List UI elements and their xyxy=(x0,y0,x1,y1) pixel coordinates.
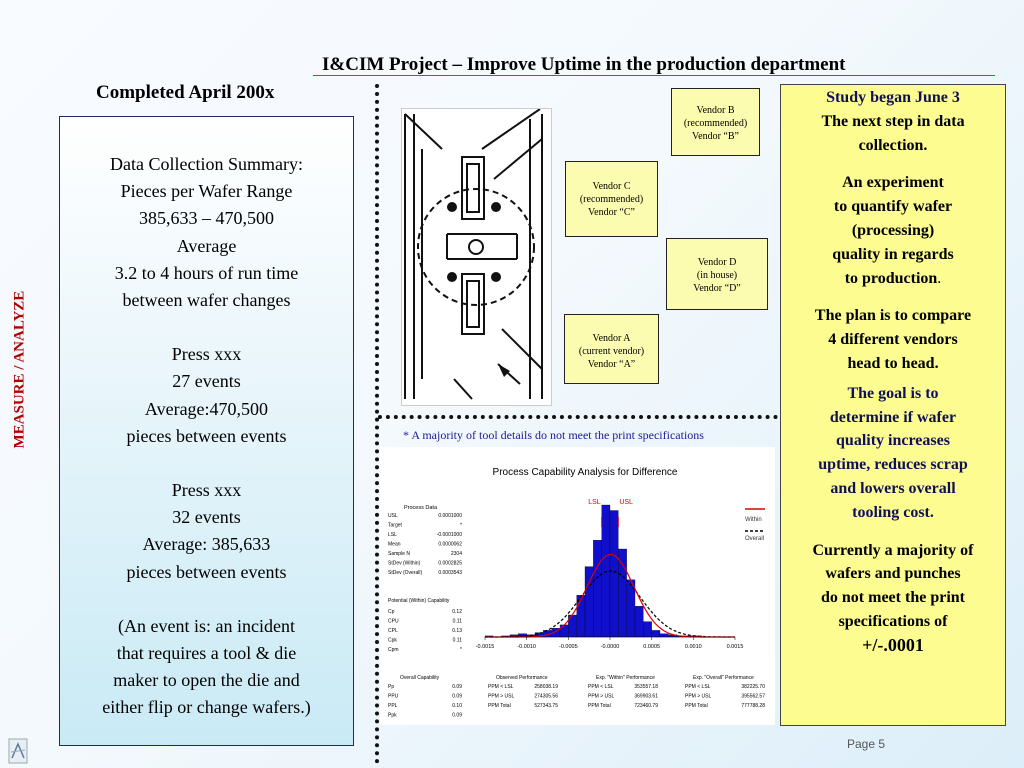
summary-line: that requires a tool & die xyxy=(116,643,297,664)
study-line: uptime, reduces scrap xyxy=(818,456,968,474)
vendor-status: (in house) xyxy=(696,270,738,281)
performance-label: PPM > USL xyxy=(685,693,712,700)
performance-label: PPM > USL xyxy=(488,693,515,700)
process-data-value: 0.0003543 xyxy=(438,570,462,576)
potential-value: 0.11 xyxy=(452,618,462,625)
process-data-label: Target xyxy=(388,522,402,529)
potential-label: Cp xyxy=(388,609,395,615)
tick-label: 0.0005 xyxy=(643,644,661,650)
study-line: The plan is to compare xyxy=(814,307,972,325)
die-drawing xyxy=(401,108,552,406)
performance-label: PPM Total xyxy=(588,703,611,709)
study-line: wafers and punches xyxy=(825,565,961,583)
performance-value: 382225.70 xyxy=(741,684,765,690)
vendor-a-callout xyxy=(564,314,659,384)
vertical-dotted-divider xyxy=(375,84,379,764)
vendor-status: (recommended) xyxy=(579,194,644,205)
process-data-value: 0.0001000 xyxy=(438,513,462,519)
summary-line: Average: 385,633 xyxy=(142,534,271,555)
potential-capability-table xyxy=(388,598,462,653)
performance-value: 369903.61 xyxy=(634,693,658,700)
study-line: tooling cost. xyxy=(852,503,934,521)
performance-label: PPM < LSL xyxy=(588,684,614,690)
study-line: head to head. xyxy=(847,354,939,372)
lsl-label: LSL xyxy=(588,499,601,506)
legend-overall-label: Overall xyxy=(745,536,765,542)
footnote: * A majority of tool details do not meet the print specifications xyxy=(403,428,704,442)
study-line: Currently a majority of xyxy=(812,541,974,559)
study-notes-box xyxy=(780,84,1006,726)
performance-header: Exp. "Within" Performance xyxy=(596,675,655,681)
process-data-value: 0.0002825 xyxy=(438,560,462,567)
study-line: and lowers overall xyxy=(830,479,956,497)
study-line: to quantify wafer xyxy=(833,198,953,216)
legend-within-label: Within xyxy=(745,517,762,523)
summary-line: either flip or change wafers.) xyxy=(102,697,311,718)
slide-title: I&CIM Project – Improve Uptime in the production department xyxy=(322,54,846,75)
process-data-value: 0.0000062 xyxy=(438,541,462,548)
study-line: The goal is to xyxy=(847,384,939,402)
tick-label: -0.0015 xyxy=(475,644,495,650)
potential-label: CPU xyxy=(388,618,399,625)
page-number: Page 5 xyxy=(847,737,886,751)
study-line: An experiment xyxy=(842,174,944,192)
potential-value: 0.13 xyxy=(452,628,462,634)
histogram-bar xyxy=(643,622,651,637)
process-data-label: Sample N xyxy=(388,551,410,557)
summary-line: 3.2 to 4 hours of run time xyxy=(114,262,299,283)
overall-header: Overall Capability xyxy=(400,675,440,681)
potential-value: 0.12 xyxy=(452,609,462,615)
potential-label: Cpm xyxy=(388,647,399,653)
potential-value: * xyxy=(460,647,462,653)
histogram xyxy=(485,505,735,637)
study-line: The next step in data xyxy=(821,112,965,130)
study-line: collection. xyxy=(858,136,928,154)
logo-icon xyxy=(8,738,28,764)
summary-line: maker to open the die and xyxy=(113,670,300,691)
study-line: determine if wafer xyxy=(829,408,957,426)
overall-label: PPU xyxy=(388,693,399,700)
study-line: quality in regards xyxy=(832,245,954,263)
vendor-name: Vendor B xyxy=(696,105,735,116)
title-underline xyxy=(313,75,995,76)
vendor-name: Vendor A xyxy=(592,333,631,344)
histogram-bar xyxy=(560,625,568,637)
vendor-name: Vendor C xyxy=(592,181,631,192)
summary-line: 27 events xyxy=(172,371,241,392)
capability-chart xyxy=(380,447,775,725)
process-data-label: Mean xyxy=(388,541,401,548)
process-data-label: LSL xyxy=(388,532,397,538)
performance-value: 258038.19 xyxy=(534,684,558,690)
process-data-header: Process Data xyxy=(404,505,438,511)
data-collection-summary-box xyxy=(59,116,354,746)
potential-label: Cpk xyxy=(388,637,397,644)
performance-label: PPM Total xyxy=(488,703,511,709)
vendor-alias: Vendor “D” xyxy=(693,283,741,294)
tick-label: 0.0010 xyxy=(684,644,702,650)
summary-line: Average xyxy=(176,235,237,256)
tick-label: -0.0010 xyxy=(517,644,536,650)
tick-label: -0.0005 xyxy=(559,644,578,650)
performance-value: 723460.79 xyxy=(634,703,658,709)
potential-label: CPL xyxy=(388,628,398,634)
histogram-bar xyxy=(660,634,668,637)
tolerance-value: +/-.0001 xyxy=(862,634,924,655)
summary-line: 32 events xyxy=(172,507,241,528)
overall-label: Pp xyxy=(388,684,395,690)
study-period: . xyxy=(937,269,942,287)
overall-value: 0.09 xyxy=(452,693,462,700)
performance-value: 527343.75 xyxy=(534,703,558,709)
summary-line: Press xxx xyxy=(171,344,242,365)
overall-value: 0.09 xyxy=(452,712,462,719)
x-axis xyxy=(476,637,744,650)
histogram-bar xyxy=(618,549,626,637)
summary-line: between wafer changes xyxy=(122,290,291,311)
performance-value: 274305.56 xyxy=(534,693,558,700)
overall-label: Ppk xyxy=(388,712,397,719)
vendor-alias: Vendor “C” xyxy=(588,207,635,218)
chart-legend xyxy=(745,509,765,542)
study-line: (processing) xyxy=(851,221,935,239)
summary-line: 385,633 – 470,500 xyxy=(139,208,274,229)
performance-label: PPM < LSL xyxy=(685,684,711,690)
vendor-alias: Vendor “B” xyxy=(692,131,739,142)
process-data-label: StDev (Overall) xyxy=(388,570,423,576)
process-data-value: -0.0001000 xyxy=(436,532,462,538)
study-line: 4 different vendors xyxy=(828,331,958,349)
overall-capability-table xyxy=(388,675,462,719)
chart-title: Process Capability Analysis for Difference xyxy=(492,467,678,478)
study-line: specifications of xyxy=(838,612,948,630)
performance-tables xyxy=(488,675,765,709)
performance-label: PPM > USL xyxy=(588,693,615,700)
vendor-b-callout xyxy=(671,88,760,156)
histogram-bar xyxy=(652,630,660,637)
summary-line: Pieces per Wafer Range xyxy=(120,181,293,202)
study-line: do not meet the print xyxy=(821,589,965,607)
performance-label: PPM < LSL xyxy=(488,684,514,690)
usl-label: USL xyxy=(619,499,633,506)
vendor-name: Vendor D xyxy=(697,257,737,268)
histogram-bar xyxy=(593,540,601,637)
process-data-label: USL xyxy=(388,513,398,519)
study-line: to production xyxy=(844,269,938,287)
completed-date: Completed April 200x xyxy=(96,82,275,103)
phase-label: MEASURE / ANALYZE xyxy=(11,290,28,449)
performance-value: 777788.28 xyxy=(741,703,765,709)
summary-line: pieces between events xyxy=(126,425,287,446)
horizontal-dotted-divider xyxy=(378,415,778,419)
study-line: Study began June 3 xyxy=(826,89,960,106)
performance-value: 395562.57 xyxy=(741,693,765,700)
vendor-status: (recommended) xyxy=(683,118,748,129)
summary-line: Press xxx xyxy=(171,480,242,501)
vendor-d-callout xyxy=(666,238,768,310)
performance-header: Observed Performance xyxy=(496,675,548,681)
vendor-status: (current vendor) xyxy=(578,346,645,357)
summary-line: Average:470,500 xyxy=(144,398,269,419)
vendor-c-callout xyxy=(565,161,658,237)
summary-line: (An event is: an incident xyxy=(118,615,295,636)
overall-label: PPL xyxy=(388,703,398,709)
process-data-value: * xyxy=(460,522,462,529)
process-data-value: 2304 xyxy=(450,551,462,557)
summary-line: Data Collection Summary: xyxy=(110,154,303,174)
tick-label: -0.0000 xyxy=(600,644,620,650)
histogram-bar xyxy=(635,606,643,637)
overall-value: 0.10 xyxy=(452,703,462,709)
study-line: quality increases xyxy=(836,432,950,450)
potential-value: 0.11 xyxy=(452,637,462,644)
vendor-alias: Vendor “A” xyxy=(587,359,636,370)
histogram-bar xyxy=(602,505,610,637)
histogram-bar xyxy=(610,511,618,638)
performance-header: Exp. "Overall" Performance xyxy=(693,675,754,681)
process-data-table xyxy=(388,513,462,576)
summary-line: pieces between events xyxy=(126,561,287,582)
performance-value: 353557.18 xyxy=(634,684,658,690)
tick-label: 0.0015 xyxy=(726,644,744,650)
potential-header: Potential (Within) Capability xyxy=(388,598,450,604)
overall-value: 0.09 xyxy=(452,684,462,690)
performance-label: PPM Total xyxy=(685,703,708,709)
process-data-label: StDev (Within) xyxy=(388,560,421,567)
